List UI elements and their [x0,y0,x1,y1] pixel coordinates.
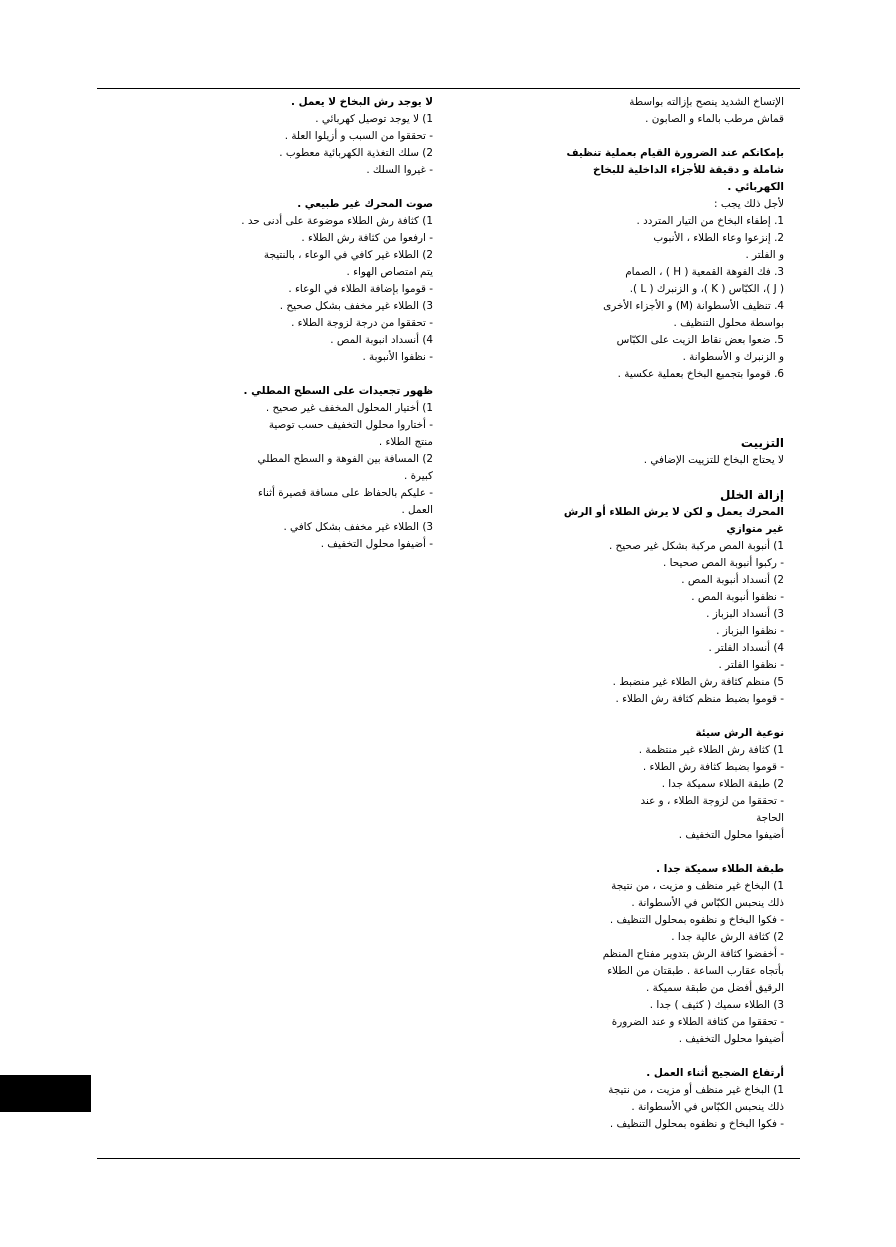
text-line: الرقيق أفضل من طبقة سميكة . [646,982,784,994]
text-line: - فكوا البخاخ و نظفوه بمحلول التنظيف . [609,914,784,926]
subheading: أرتفاع الضجيج أثناء العمل . [646,1067,784,1079]
text-line: 1) كثافة رش الطلاء غير منتظمة . [638,744,784,756]
subheading: المحرك يعمل و لكن لا يرش الطلاء أو الرش [563,506,784,518]
text-line: قماش مرطب بالماء و الصابون . [645,113,784,125]
text-line: 4) أنسداد انبوبة المص . [330,334,433,346]
subheading: بإمكانكم عند الضرورة القيام بعملية تنظيف [566,147,784,159]
text-line: - غيروا السلك . [366,164,433,176]
spacer [223,366,433,383]
text-line: ذلك ينحبس الكبّاس في الأسطوانة . [631,897,784,909]
text-line: الحاجة [756,812,784,824]
footer-rule [97,1158,800,1159]
spacer [552,128,784,145]
text-line: ذلك ينحبس الكبّاس في الأسطوانة . [631,1101,784,1113]
text-line: بواسطة محلول التنظيف . [673,317,784,329]
text-line: منتج الطلاء . [378,436,433,448]
text-line: يتم امتصاص الهواء . [346,266,433,278]
subheading: غير متوازي [726,523,784,535]
text-line: 1. إطفاء البخاخ من التيار المتردد . [636,215,784,227]
text-line: - ارفعوا من كثافة رش الطلاء . [301,232,433,244]
text-line: و الزنبرك و الأسطوانة . [682,351,784,363]
text-line: 1) البخاخ غير منظف و مزيت ، من نتيجة [611,880,784,892]
text-line: - تحققوا من السبب و أزيلوا العلة . [284,130,433,142]
text-line: 2) سلك التغذية الكهربائية معطوب . [279,147,433,159]
text-line: 3. فك الفوهة القمعية ( H ) ، الصمام [625,266,784,278]
text-line: 1) أختيار المحلول المخفف غير صحيح . [265,402,433,414]
text-line: 2) أنسداد أنبوبة المص . [681,574,784,586]
text-line: و الفلتر . [745,249,784,261]
spacer [552,469,784,486]
text-line: أضيفوا محلول التخفيف . [678,1033,784,1045]
text-line: - قوموا بضبط منظم كثافة رش الطلاء . [615,693,784,705]
subheading: نوعية الرش سيئة [695,727,784,739]
text-line: - نظفوا أنبوبة المص . [691,591,784,603]
text-line: - نظفوا الفلتر . [718,659,784,671]
text-line: - تحققوا من درجة لزوجة الطلاء . [291,317,433,329]
text-line: 2) كثافة الرش عالية جدا . [671,931,784,943]
text-line: 3) الطلاء غير مخفف بشكل صحيح . [279,300,433,312]
subheading: طبقة الطلاء سميكة جدا . [656,863,784,875]
text-line: لا يحتاج البخاخ للتزييت الإضافي . [643,454,784,466]
section-heading: إزالة الخلل [720,488,784,502]
text-line: - ركبوا أنبوبة المص صحيحا . [663,557,784,569]
text-line: - أضيفوا محلول التخفيف . [320,538,433,550]
text-line: - تحققوا من لزوجة الطلاء ، و عند [640,795,784,807]
text-line: 3) الطلاء سميك ( كثيف ) جدا . [649,999,784,1011]
text-line: 5) منظم كثافة رش الطلاء غير منضبط . [612,676,784,688]
text-line: 2) المسافة بين الفوهة و السطح المطلي [257,453,433,465]
subheading: الكهربائي . [727,181,784,193]
text-line: 1) أنبوبة المص مركبة بشكل غير صحيح . [608,540,784,552]
text-line: 2) طبقة الطلاء سميكة جدا . [661,778,784,790]
subheading: صوت المحرك غير طبيعي . [297,198,433,210]
text-line: ( J )، الكبّاس ( K )، و الزنبرك ( L ). [629,283,784,295]
text-line: - قوموا بضبط كثافة رش الطلاء . [642,761,784,773]
spacer [552,708,784,725]
subheading: شاملة و دقيقة للأجزاء الداخلية للبخاخ [593,164,784,176]
text-line: - أخفضوا كثافة الرش بتدوير مفتاح المنظم [602,948,784,960]
text-line: - قوموا بإضافة الطلاء في الوعاء . [288,283,433,295]
text-line: 6. قوموا بتجميع البخاخ بعملية عكسية . [617,368,784,380]
header-rule [97,88,800,89]
text-line: 1) لا يوجد توصيل كهربائي . [315,113,433,125]
text-line: كبيرة . [403,470,433,482]
text-line: - نظفوا البزباز . [716,625,784,637]
page-tab-marker [0,1075,91,1112]
spacer [552,383,784,400]
text-line: - تحققوا من كثافة الطلاء و عند الضرورة [611,1016,784,1028]
text-line: 3) الطلاء غير مخفف بشكل كافي . [283,521,433,533]
left-text-column [223,94,433,553]
text-line: أضيفوا محلول التخفيف . [678,829,784,841]
spacer [552,1048,784,1065]
text-line: - أختاروا محلول التخفيف حسب توصية [268,419,433,431]
text-line: - فكوا البخاخ و نظفوه بمحلول التنظيف . [609,1118,784,1130]
spacer [223,179,433,196]
text-line: 2) الطلاء غير كافي في الوعاء ، بالنتيجة [263,249,433,261]
subheading: ظهور تجعيدات على السطح المطلي . [243,385,433,397]
section-heading: التزييت [740,436,784,450]
spacer [552,400,784,417]
text-line: 5. ضعوا بعض نقاط الزيت على الكبّاس [616,334,784,346]
text-line: - نظفوا الأنبوبة . [362,351,433,363]
text-line: - عليكم بالحفاظ على مسافة قصيرة أثناء [257,487,433,499]
text-line: 1) البخاخ غير منظف أو مزيت ، من نتيجة [608,1084,784,1096]
subheading: لا يوجد رش البخاخ لا يعمل . [291,96,433,108]
spacer [552,417,784,434]
spacer [552,844,784,861]
text-line: الإتساخ الشديد ينصح بإزالته بواسطة [629,96,784,108]
right-text-column [552,94,784,1133]
text-line: 2. إنزعوا وعاء الطلاء ، الأنبوب [653,232,784,244]
text-line: بأتجاه عقارب الساعة . طبقتان من الطلاء [607,965,784,977]
text-line: 3) أنسداد البزباز . [706,608,784,620]
text-line: لأجل ذلك يجب : [714,198,784,210]
text-line: 4. تنظيف الأسطوانة (M) و الأجزاء الأخرى [603,300,784,312]
text-line: 4) أنسداد الفلتر . [708,642,784,654]
text-line: 1) كثافة رش الطلاء موضوعة على أدنى حد . [241,215,433,227]
text-line: العمل . [401,504,433,516]
